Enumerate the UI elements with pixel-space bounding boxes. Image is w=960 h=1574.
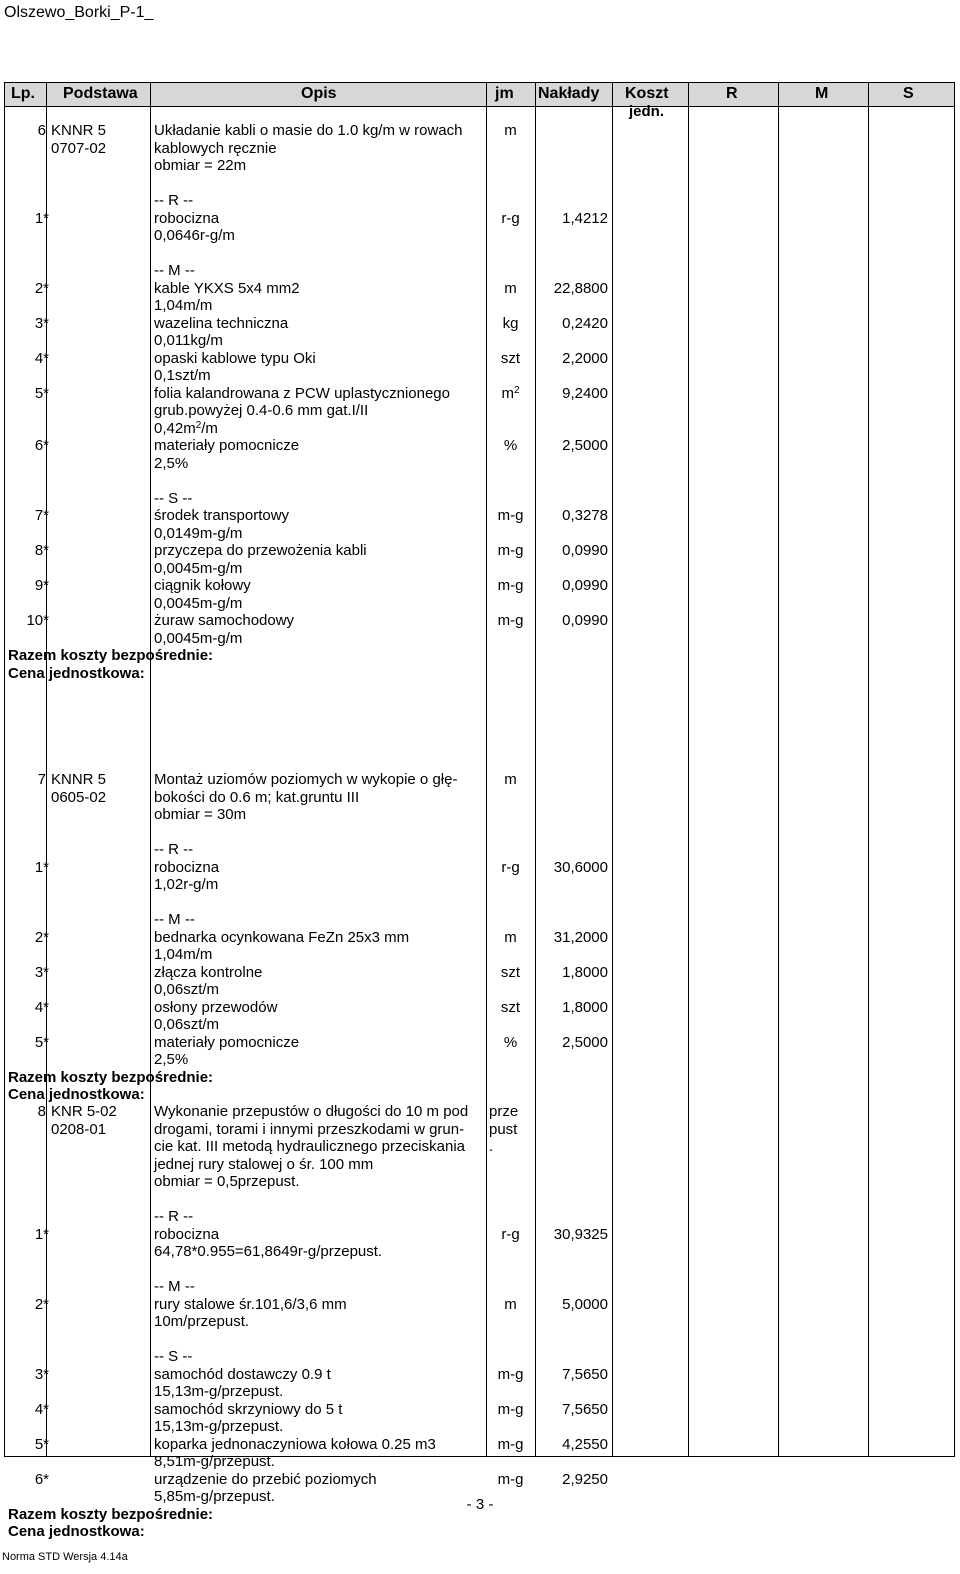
- position-description: Wykonanie przepustów o długości do 10 m pod: [154, 1103, 469, 1120]
- resource-unit: m-g: [497, 577, 524, 594]
- header-m: M: [815, 85, 829, 102]
- resource-unit: m-g: [497, 1470, 524, 1488]
- position-description: jednej rury stalowej o śr. 100 mm: [154, 1155, 374, 1173]
- resource-number: 2*: [34, 928, 49, 946]
- header-s: S: [903, 85, 914, 102]
- resource-unit: m-g: [497, 507, 524, 524]
- resource-number: 6*: [34, 1470, 49, 1488]
- resource-name: materiały pomocnicze: [154, 1033, 300, 1051]
- resource-norm: 0,0045m-g/m: [154, 629, 243, 647]
- resource-norm: 0,1szt/m: [154, 367, 211, 384]
- position-description: Montaż uziomów poziomych w wykopie o głę-: [154, 771, 458, 788]
- position-number: 8: [37, 1103, 46, 1120]
- resource-number: 5*: [34, 1435, 49, 1453]
- resource-quantity: 31,2000: [553, 928, 608, 946]
- resource-quantity: 7,5650: [562, 1365, 608, 1383]
- resource-quantity: 0,0990: [562, 577, 608, 594]
- position-description: bokości do 0.6 m; kat.gruntu III: [154, 788, 360, 806]
- resource-quantity: 0,0990: [562, 542, 608, 559]
- resource-number: 5*: [34, 384, 49, 402]
- resource-name: opaski kablowe typu Oki: [154, 349, 316, 367]
- position-unit: m: [504, 122, 517, 139]
- position-unit: prze: [489, 1103, 519, 1120]
- resource-quantity: 7,5650: [562, 1400, 608, 1418]
- unit-price-label: Cena jednostkowa:: [8, 664, 145, 682]
- resource-quantity: 2,2000: [562, 349, 608, 367]
- header-opis: Opis: [301, 85, 337, 102]
- resource-unit: szt: [500, 963, 521, 981]
- position-basis: 0707-02: [51, 139, 107, 157]
- resource-norm: 5,85m-g/przepust.: [154, 1488, 275, 1505]
- resource-norm: 1,02r-g/m: [154, 876, 219, 893]
- resource-number: 1*: [34, 209, 49, 227]
- resource-name: bednarka ocynkowana FeZn 25x3 mm: [154, 928, 410, 946]
- position-description: Układanie kabli o masie do 1.0 kg/m w rowach: [154, 122, 463, 139]
- position-description: obmiar = 0,5przepust.: [154, 1173, 300, 1190]
- resource-name: robocizna: [154, 1225, 220, 1243]
- header-jm: jm: [495, 85, 514, 102]
- resource-unit: r-g: [501, 858, 520, 876]
- position-description: kablowych ręcznie: [154, 139, 277, 157]
- resource-number: 9*: [34, 577, 49, 594]
- resource-unit: m: [504, 928, 517, 946]
- resource-number: 1*: [34, 858, 49, 876]
- position-description: obmiar = 22m: [154, 157, 247, 174]
- resource-name: robocizna: [154, 858, 220, 876]
- resource-norm: 0,0646r-g/m: [154, 227, 235, 244]
- resource-quantity: 30,9325: [553, 1225, 608, 1243]
- resource-name: ciągnik kołowy: [154, 577, 251, 594]
- resource-norm: 2,5%: [154, 454, 189, 472]
- resource-name: rury stalowe śr.101,6/3,6 mm: [154, 1295, 347, 1313]
- position-description: obmiar = 30m: [154, 806, 247, 823]
- total-direct-costs-label: Razem koszty bezpośrednie:: [8, 1068, 214, 1086]
- resource-unit: %: [503, 437, 518, 454]
- resource-unit: r-g: [501, 209, 520, 227]
- total-direct-costs-label: Razem koszty bezpośrednie:: [8, 1505, 214, 1523]
- resource-name: złącza kontrolne: [154, 963, 263, 981]
- resource-norm: 10m/przepust.: [154, 1313, 250, 1330]
- resource-unit: m: [504, 1295, 517, 1313]
- resource-quantity: 2,5000: [562, 1033, 608, 1051]
- resource-name: grub.powyżej 0.4-0.6 mm gat.I/II: [154, 402, 369, 419]
- resource-unit: szt: [500, 349, 521, 367]
- column-divider: [868, 83, 869, 1456]
- resource-norm: 64,78*0.955=61,8649r-g/przepust.: [154, 1243, 383, 1260]
- position-basis: KNNR 5: [51, 122, 107, 139]
- resource-group-label: -- S --: [154, 1348, 193, 1365]
- resource-number: 3*: [34, 1365, 49, 1383]
- header-naklady: Nakłady: [538, 85, 600, 102]
- total-direct-costs-label: Razem koszty bezpośrednie:: [8, 647, 214, 664]
- resource-norm: 15,13m-g/przepust.: [154, 1383, 284, 1400]
- resource-number: 3*: [34, 314, 49, 332]
- resource-number: 4*: [34, 1400, 49, 1418]
- column-divider: [150, 83, 151, 1456]
- position-unit: .: [489, 1138, 494, 1155]
- resource-norm: 0,0045m-g/m: [154, 559, 243, 577]
- position-unit: pust: [489, 1120, 518, 1138]
- resource-name: środek transportowy: [154, 507, 290, 524]
- position-number: 7: [37, 771, 46, 788]
- resource-quantity: 0,0990: [562, 612, 608, 629]
- resource-group-label: -- R --: [154, 192, 194, 209]
- position-number: 6: [37, 122, 46, 139]
- resource-number: 3*: [34, 963, 49, 981]
- header-koszt: Koszt: [625, 85, 669, 102]
- resource-quantity: 2,5000: [562, 437, 608, 454]
- resource-unit: r-g: [501, 1225, 520, 1243]
- resource-unit: m: [504, 279, 517, 297]
- page-number: - 3 -: [466, 1496, 494, 1513]
- resource-name: urządzenie do przebić poziomych: [154, 1470, 377, 1488]
- resource-norm: 15,13m-g/przepust.: [154, 1418, 284, 1435]
- resource-number: 2*: [34, 279, 49, 297]
- column-divider: [535, 83, 536, 1456]
- resource-norm: 1,04m/m: [154, 946, 213, 963]
- resource-norm: $0,42m^2/m$: [154, 419, 218, 437]
- resource-quantity: 5,0000: [562, 1295, 608, 1313]
- footer-version: Norma STD Wersja 4.14a: [2, 1551, 128, 1563]
- resource-unit: m-g: [497, 612, 524, 629]
- resource-number: 10*: [26, 612, 49, 629]
- position-unit: m: [504, 771, 517, 788]
- resource-name: materiały pomocnicze: [154, 437, 300, 454]
- resource-name: samochód skrzyniowy do 5 t: [154, 1400, 343, 1418]
- resource-quantity: 2,9250: [562, 1470, 608, 1488]
- resource-quantity: 30,6000: [553, 858, 608, 876]
- resource-number: 2*: [34, 1295, 49, 1313]
- position-basis: KNNR 5: [51, 771, 107, 788]
- resource-norm: 0,06szt/m: [154, 1016, 220, 1033]
- resource-unit: m-g: [497, 1400, 524, 1418]
- resource-unit: $m^2$: [501, 384, 520, 402]
- resource-quantity: 9,2400: [562, 384, 608, 402]
- resource-name: folia kalandrowana z PCW uplastycznionego: [154, 384, 450, 402]
- resource-group-label: -- M --: [154, 911, 195, 928]
- resource-unit: m-g: [497, 1365, 524, 1383]
- position-basis: 0605-02: [51, 788, 107, 806]
- resource-quantity: 0,2420: [562, 314, 608, 332]
- resource-norm: 0,06szt/m: [154, 981, 220, 998]
- resource-quantity: 1,8000: [562, 998, 608, 1016]
- resource-norm: 2,5%: [154, 1051, 189, 1068]
- resource-number: 7*: [34, 507, 49, 524]
- resource-number: 1*: [34, 1225, 49, 1243]
- resource-quantity: 1,4212: [562, 209, 608, 227]
- resource-group-label: -- R --: [154, 841, 194, 858]
- position-basis: 0208-01: [51, 1120, 107, 1138]
- resource-unit: szt: [500, 998, 521, 1016]
- position-description: drogami, torami i innymi przeszkodami w grun-: [154, 1120, 465, 1138]
- position-description: cie kat. III metodą hydraulicznego przeciskania: [154, 1138, 465, 1155]
- resource-norm: 0,011kg/m: [154, 332, 223, 349]
- header-r: R: [726, 85, 738, 102]
- resource-name: samochód dostawczy 0.9 t: [154, 1365, 331, 1383]
- header-koszt-jedn: jedn.: [629, 103, 665, 120]
- resource-number: 6*: [34, 437, 49, 454]
- resource-group-label: -- M --: [154, 1278, 195, 1295]
- header-lp: Lp.: [11, 85, 35, 102]
- table-header-row: [5, 83, 954, 107]
- position-basis: KNR 5-02: [51, 1103, 117, 1120]
- column-divider: [778, 83, 779, 1456]
- unit-price-label: Cena jednostkowa:: [8, 1086, 145, 1103]
- resource-group-label: -- S --: [154, 489, 193, 507]
- column-divider: [612, 83, 613, 1456]
- resource-unit: m-g: [497, 542, 524, 559]
- column-divider: [688, 83, 689, 1456]
- cost-estimate-table: [4, 82, 955, 1540]
- resource-number: 4*: [34, 349, 49, 367]
- resource-group-label: -- M --: [154, 262, 195, 279]
- resource-quantity: 22,8800: [553, 279, 608, 297]
- resource-quantity: 1,8000: [562, 963, 608, 981]
- resource-norm: 1,04m/m: [154, 297, 213, 314]
- resource-name: przyczepa do przewożenia kabli: [154, 542, 367, 559]
- resource-unit: kg: [502, 314, 519, 332]
- resource-quantity: 0,3278: [562, 507, 608, 524]
- resource-group-label: -- R --: [154, 1208, 194, 1225]
- resource-name: wazelina techniczna: [154, 314, 289, 332]
- resource-unit: %: [503, 1033, 518, 1051]
- resource-number: 8*: [34, 542, 49, 559]
- resource-name: robocizna: [154, 209, 220, 227]
- resource-quantity: 4,2550: [562, 1435, 608, 1453]
- resource-norm: 0,0149m-g/m: [154, 524, 243, 542]
- unit-price-label: Cena jednostkowa:: [8, 1523, 145, 1540]
- resource-number: 5*: [34, 1033, 49, 1051]
- resource-name: osłony przewodów: [154, 998, 278, 1016]
- resource-unit: m-g: [497, 1435, 524, 1453]
- resource-name: kable YKXS 5x4 mm2: [154, 279, 300, 297]
- resource-name: żuraw samochodowy: [154, 612, 295, 629]
- resource-name: koparka jednonaczyniowa kołowa 0.25 m3: [154, 1435, 436, 1453]
- header-podstawa: Podstawa: [63, 85, 138, 102]
- resource-norm: 0,0045m-g/m: [154, 594, 243, 612]
- resource-norm: 8,51m-g/przepust.: [154, 1453, 275, 1470]
- resource-number: 4*: [34, 998, 49, 1016]
- document-title: Olszewo_Borki_P-1_: [4, 4, 154, 21]
